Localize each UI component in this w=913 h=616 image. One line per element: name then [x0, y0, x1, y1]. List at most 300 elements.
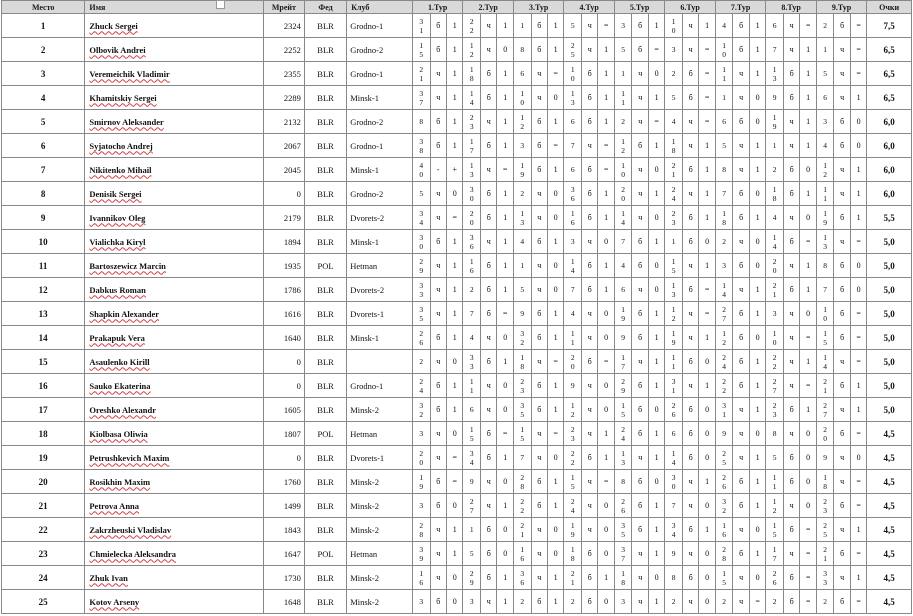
opponent-cell: [412, 422, 430, 446]
opponent-digit: 4: [823, 361, 827, 371]
opponent-digit: 4: [671, 117, 676, 126]
header-round-1: 1.Тур: [412, 1, 462, 14]
place-cell: 9: [2, 206, 85, 230]
federation-cell: BLR: [304, 446, 346, 470]
result-cell: 1: [699, 206, 715, 230]
opponent-digit: 6: [671, 429, 676, 438]
points-cell: 6,0: [867, 158, 912, 182]
result-cell: 1: [749, 542, 765, 566]
player-name-cell: Bartoszewicz Marcin: [85, 254, 263, 278]
result-cell: 0: [850, 278, 866, 302]
opponent-digit: 1: [570, 520, 575, 530]
color-cell: ч: [531, 278, 547, 302]
player-name-cell: Dabkus Roman: [85, 278, 263, 302]
result-cell: 0: [749, 422, 765, 446]
color-cell: б: [481, 302, 497, 326]
opponent-cell: [614, 230, 632, 254]
result-cell: 0: [547, 206, 563, 230]
header-place: Место: [2, 1, 85, 14]
result-cell: 1: [749, 302, 765, 326]
opponent-cell: [816, 110, 834, 134]
rating-cell: 1499: [263, 494, 304, 518]
opponent-cell: [665, 14, 683, 38]
color-cell: ч: [733, 566, 749, 590]
opponent-cell: [513, 254, 531, 278]
opponent-digit: 1: [570, 64, 575, 74]
opponent-cell: [463, 230, 481, 254]
opponent-digit: 3: [419, 429, 424, 438]
opponent-cell: [513, 14, 531, 38]
opponent-digit: 1: [772, 289, 777, 299]
opponent-cell: [564, 326, 582, 350]
opponent-cell: [564, 422, 582, 446]
opponent-digit: 8: [772, 429, 777, 438]
club-cell: Hetman: [347, 542, 413, 566]
opponent-digit: 1: [570, 88, 575, 98]
opponent-digit: 7: [469, 505, 474, 515]
opponent-cell: [513, 158, 531, 182]
opponent-digit: 3: [419, 289, 424, 299]
opponent-cell: [766, 542, 784, 566]
opponent-digit: 7: [621, 361, 626, 371]
opponent-digit: 1: [621, 136, 626, 146]
color-cell: б: [531, 14, 547, 38]
opponent-digit: 5: [722, 141, 727, 150]
opponent-cell: [665, 470, 683, 494]
opponent-digit: 2: [823, 544, 827, 554]
header-round-7: 7.Тур: [715, 1, 765, 14]
result-cell: =: [598, 350, 614, 374]
result-cell: 1: [850, 566, 866, 590]
result-cell: 1: [547, 566, 563, 590]
color-cell: ч: [531, 566, 547, 590]
opponent-digit: 9: [469, 477, 474, 486]
opponent-digit: 1: [671, 328, 676, 338]
opponent-cell: [665, 182, 683, 206]
opponent-digit: 2: [570, 40, 575, 50]
opponent-digit: 9: [823, 453, 827, 462]
opponent-digit: 1: [722, 568, 727, 578]
color-cell: ч: [733, 230, 749, 254]
result-cell: 1: [446, 14, 462, 38]
rating-cell: 0: [263, 374, 304, 398]
rating-cell: 0: [263, 182, 304, 206]
opponent-digit: 6: [823, 93, 827, 102]
color-cell: б: [632, 254, 648, 278]
color-cell: б: [632, 494, 648, 518]
table-row: [2, 206, 912, 230]
opponent-digit: 2: [772, 376, 777, 386]
result-cell: 0: [648, 398, 664, 422]
header-round-5: 5.Тур: [614, 1, 664, 14]
opponent-cell: [564, 518, 582, 542]
color-cell: ч: [682, 182, 698, 206]
color-cell: ч: [531, 86, 547, 110]
color-cell: б: [481, 422, 497, 446]
color-cell: ч: [430, 566, 446, 590]
opponent-digit: 2: [520, 505, 525, 515]
rating-cell: 2324: [263, 14, 304, 38]
opponent-digit: 3: [772, 409, 777, 419]
opponent-cell: [412, 254, 430, 278]
opponent-digit: 4: [772, 213, 777, 222]
header-row: [2, 1, 912, 14]
opponent-cell: [564, 542, 582, 566]
opponent-digit: 2: [671, 184, 676, 194]
club-cell: Hetman: [347, 254, 413, 278]
color-cell: ч: [481, 38, 497, 62]
opponent-digit: 1: [520, 88, 525, 98]
opponent-digit: 1: [671, 352, 676, 362]
color-cell: ч: [783, 350, 799, 374]
club-cell: Grodno-1: [347, 62, 413, 86]
opponent-cell: [564, 62, 582, 86]
opponent-digit: 5: [823, 529, 827, 539]
table-row: [2, 350, 912, 374]
result-cell: 0: [800, 158, 816, 182]
table-row: [2, 182, 912, 206]
color-cell: ч: [481, 230, 497, 254]
opponent-cell: [715, 254, 733, 278]
color-cell: б: [632, 134, 648, 158]
result-cell: 1: [497, 134, 513, 158]
points-cell: 4,5: [867, 518, 912, 542]
result-cell: 1: [699, 14, 715, 38]
result-cell: =: [850, 590, 866, 614]
opponent-digit: 2: [419, 376, 424, 386]
result-cell: 1: [648, 302, 664, 326]
opponent-cell: [816, 446, 834, 470]
table-row: [2, 254, 912, 278]
result-cell: 1: [446, 326, 462, 350]
opponent-digit: 3: [570, 184, 575, 194]
color-cell: б: [582, 158, 598, 182]
opponent-cell: [766, 302, 784, 326]
color-cell: б: [682, 86, 698, 110]
player-name-cell: Sauko Ekaterina: [85, 374, 263, 398]
points-cell: 5,0: [867, 398, 912, 422]
result-cell: 1: [749, 398, 765, 422]
result-cell: =: [800, 590, 816, 614]
opponent-cell: [715, 134, 733, 158]
result-cell: 0: [648, 254, 664, 278]
color-cell: б: [531, 38, 547, 62]
points-cell: 5,0: [867, 254, 912, 278]
opponent-digit: 1: [823, 385, 827, 395]
result-cell: 0: [800, 470, 816, 494]
rating-cell: 1760: [263, 470, 304, 494]
color-cell: ч: [582, 38, 598, 62]
table-row: [2, 398, 912, 422]
color-cell: б: [834, 206, 850, 230]
result-cell: 1: [446, 62, 462, 86]
color-cell: ч: [582, 230, 598, 254]
color-cell: б: [783, 566, 799, 590]
opponent-cell: [816, 470, 834, 494]
opponent-digit: 3: [671, 217, 676, 227]
color-cell: ч: [582, 518, 598, 542]
place-cell: 25: [2, 590, 85, 614]
opponent-cell: [513, 38, 531, 62]
opponent-cell: [614, 206, 632, 230]
player-name-cell: Asaulenko Kirill: [85, 350, 263, 374]
player-name-cell: Kiolbasa Oliwia: [85, 422, 263, 446]
opponent-cell: [665, 350, 683, 374]
result-cell: 0: [598, 326, 614, 350]
result-cell: 0: [699, 446, 715, 470]
player-name-cell: Smirnov Aleksander: [85, 110, 263, 134]
opponent-digit: 8: [772, 193, 777, 203]
color-cell: ч: [783, 134, 799, 158]
result-cell: 0: [547, 278, 563, 302]
opponent-cell: [412, 158, 430, 182]
result-cell: =: [800, 566, 816, 590]
result-cell: 0: [598, 230, 614, 254]
opponent-digit: 2: [419, 409, 424, 419]
result-cell: 1: [648, 182, 664, 206]
opponent-cell: [766, 62, 784, 86]
opponent-cell: [766, 278, 784, 302]
opponent-cell: [766, 14, 784, 38]
federation-cell: BLR: [304, 398, 346, 422]
result-cell: 1: [699, 518, 715, 542]
opponent-cell: [665, 230, 683, 254]
opponent-digit: 7: [469, 145, 474, 155]
opponent-digit: 6: [671, 409, 676, 419]
result-cell: 0: [547, 446, 563, 470]
color-cell: ч: [582, 422, 598, 446]
opponent-digit: 1: [469, 525, 474, 534]
opponent-digit: 6: [419, 577, 424, 587]
opponent-cell: [816, 590, 834, 614]
result-cell: 0: [648, 206, 664, 230]
federation-cell: BLR: [304, 38, 346, 62]
color-cell: б: [430, 590, 446, 614]
rating-cell: 1605: [263, 398, 304, 422]
color-cell: б: [582, 182, 598, 206]
color-cell: ч: [733, 62, 749, 86]
color-cell: б: [430, 14, 446, 38]
color-cell: ч: [582, 494, 598, 518]
table-row: [2, 86, 912, 110]
opponent-digit: 1: [823, 184, 827, 194]
opponent-digit: 2: [570, 352, 575, 362]
opponent-digit: 1: [621, 568, 626, 578]
opponent-cell: [816, 494, 834, 518]
opponent-digit: 6: [570, 165, 575, 174]
opponent-digit: 1: [823, 193, 827, 203]
player-name-cell: Syjatocho Andrej: [85, 134, 263, 158]
opponent-cell: [412, 230, 430, 254]
result-cell: 1: [547, 38, 563, 62]
opponent-digit: 2: [823, 520, 827, 530]
opponent-digit: 4: [621, 433, 626, 443]
opponent-digit: 2: [722, 505, 727, 515]
result-cell: 1: [648, 590, 664, 614]
opponent-digit: 1: [469, 136, 474, 146]
color-cell: ч: [430, 422, 446, 446]
opponent-digit: 2: [722, 376, 727, 386]
result-cell: 0: [749, 230, 765, 254]
color-cell: б: [531, 398, 547, 422]
opponent-digit: 1: [722, 208, 727, 218]
opponent-digit: 4: [419, 160, 424, 170]
opponent-digit: 2: [722, 352, 727, 362]
opponent-digit: 1: [621, 208, 626, 218]
result-cell: 0: [800, 494, 816, 518]
points-cell: 7,5: [867, 14, 912, 38]
result-cell: 1: [648, 374, 664, 398]
color-cell: ч: [632, 446, 648, 470]
opponent-digit: 3: [419, 501, 424, 510]
opponent-cell: [715, 62, 733, 86]
club-cell: Minsk-1: [347, 86, 413, 110]
opponent-cell: [715, 422, 733, 446]
opponent-digit: 1: [772, 141, 777, 150]
opponent-digit: 1: [419, 73, 424, 83]
opponent-digit: 1: [419, 25, 424, 35]
opponent-cell: [513, 86, 531, 110]
result-cell: =: [850, 14, 866, 38]
result-cell: 1: [598, 86, 614, 110]
place-cell: 12: [2, 278, 85, 302]
opponent-cell: [513, 230, 531, 254]
color-cell: б: [834, 302, 850, 326]
opponent-digit: 1: [570, 472, 575, 482]
opponent-cell: [614, 182, 632, 206]
rating-cell: 2067: [263, 134, 304, 158]
opponent-digit: 1: [621, 160, 626, 170]
opponent-digit: 6: [722, 481, 727, 491]
club-cell: Minsk-1: [347, 158, 413, 182]
points-cell: 5,0: [867, 278, 912, 302]
color-cell: ч: [682, 542, 698, 566]
result-cell: 1: [800, 38, 816, 62]
opponent-digit: 3: [469, 361, 474, 371]
result-cell: 1: [699, 326, 715, 350]
club-cell: [347, 350, 413, 374]
result-cell: 1: [547, 374, 563, 398]
result-cell: 0: [699, 422, 715, 446]
opponent-digit: 3: [671, 472, 676, 482]
opponent-digit: 1: [772, 544, 777, 554]
opponent-cell: [816, 374, 834, 398]
opponent-cell: [463, 62, 481, 86]
club-cell: Minsk-2: [347, 590, 413, 614]
opponent-cell: [715, 398, 733, 422]
opponent-cell: [564, 494, 582, 518]
opponent-digit: 3: [621, 21, 626, 30]
color-cell: б: [582, 206, 598, 230]
opponent-digit: 7: [823, 409, 827, 419]
color-cell: ч: [430, 302, 446, 326]
opponent-digit: 5: [469, 433, 474, 443]
opponent-digit: 6: [772, 21, 777, 30]
result-cell: 1: [497, 350, 513, 374]
color-cell: б: [834, 134, 850, 158]
color-cell: б: [430, 470, 446, 494]
opponent-cell: [665, 158, 683, 182]
opponent-cell: [463, 446, 481, 470]
color-cell: ч: [632, 278, 648, 302]
result-cell: 1: [497, 182, 513, 206]
opponent-digit: 0: [469, 193, 474, 203]
table-row: [2, 278, 912, 302]
opponent-cell: [513, 518, 531, 542]
opponent-digit: 2: [722, 304, 727, 314]
player-name-cell: Ivannikov Oleg: [85, 206, 263, 230]
result-cell: 1: [800, 110, 816, 134]
opponent-cell: [665, 62, 683, 86]
opponent-digit: 3: [419, 136, 424, 146]
color-cell: б: [834, 254, 850, 278]
color-cell: б: [834, 590, 850, 614]
opponent-cell: [412, 134, 430, 158]
opponent-digit: 7: [772, 385, 777, 395]
color-cell: ч: [783, 110, 799, 134]
result-cell: 1: [648, 134, 664, 158]
color-cell: б: [430, 374, 446, 398]
opponent-digit: 9: [772, 93, 777, 102]
opponent-cell: [463, 134, 481, 158]
opponent-digit: 5: [419, 313, 424, 323]
opponent-cell: [564, 14, 582, 38]
result-cell: =: [800, 230, 816, 254]
opponent-cell: [766, 446, 784, 470]
color-cell: ч: [481, 470, 497, 494]
opponent-cell: [816, 566, 834, 590]
result-cell: 0: [800, 206, 816, 230]
opponent-cell: [463, 278, 481, 302]
opponent-cell: [614, 566, 632, 590]
opponent-cell: [766, 566, 784, 590]
color-cell: ч: [531, 422, 547, 446]
result-cell: 1: [598, 38, 614, 62]
opponent-digit: 8: [520, 361, 525, 371]
color-cell: ч: [632, 542, 648, 566]
color-cell: ч: [481, 110, 497, 134]
table-row: [2, 110, 912, 134]
header-round-4: 4.Тур: [564, 1, 614, 14]
opponent-digit: 2: [671, 160, 676, 170]
opponent-digit: 0: [671, 481, 676, 491]
opponent-cell: [564, 470, 582, 494]
result-cell: 1: [497, 230, 513, 254]
opponent-cell: [766, 158, 784, 182]
color-cell: б: [783, 470, 799, 494]
opponent-cell: [463, 422, 481, 446]
color-cell: ч: [582, 470, 598, 494]
result-cell: 1: [497, 14, 513, 38]
color-cell: ч: [582, 398, 598, 422]
opponent-digit: 1: [469, 376, 474, 386]
opponent-digit: 2: [823, 424, 827, 434]
opponent-digit: 3: [621, 597, 626, 606]
opponent-cell: [412, 446, 430, 470]
color-cell: ч: [733, 398, 749, 422]
opponent-cell: [412, 470, 430, 494]
result-cell: =: [446, 206, 462, 230]
color-cell: б: [582, 62, 598, 86]
player-name-cell: Denisik Sergei: [85, 182, 263, 206]
color-cell: б: [531, 470, 547, 494]
opponent-digit: 2: [772, 256, 777, 266]
opponent-cell: [715, 542, 733, 566]
result-cell: 1: [446, 374, 462, 398]
result-cell: 0: [598, 302, 614, 326]
opponent-digit: 9: [772, 121, 777, 131]
color-cell: б: [430, 494, 446, 518]
